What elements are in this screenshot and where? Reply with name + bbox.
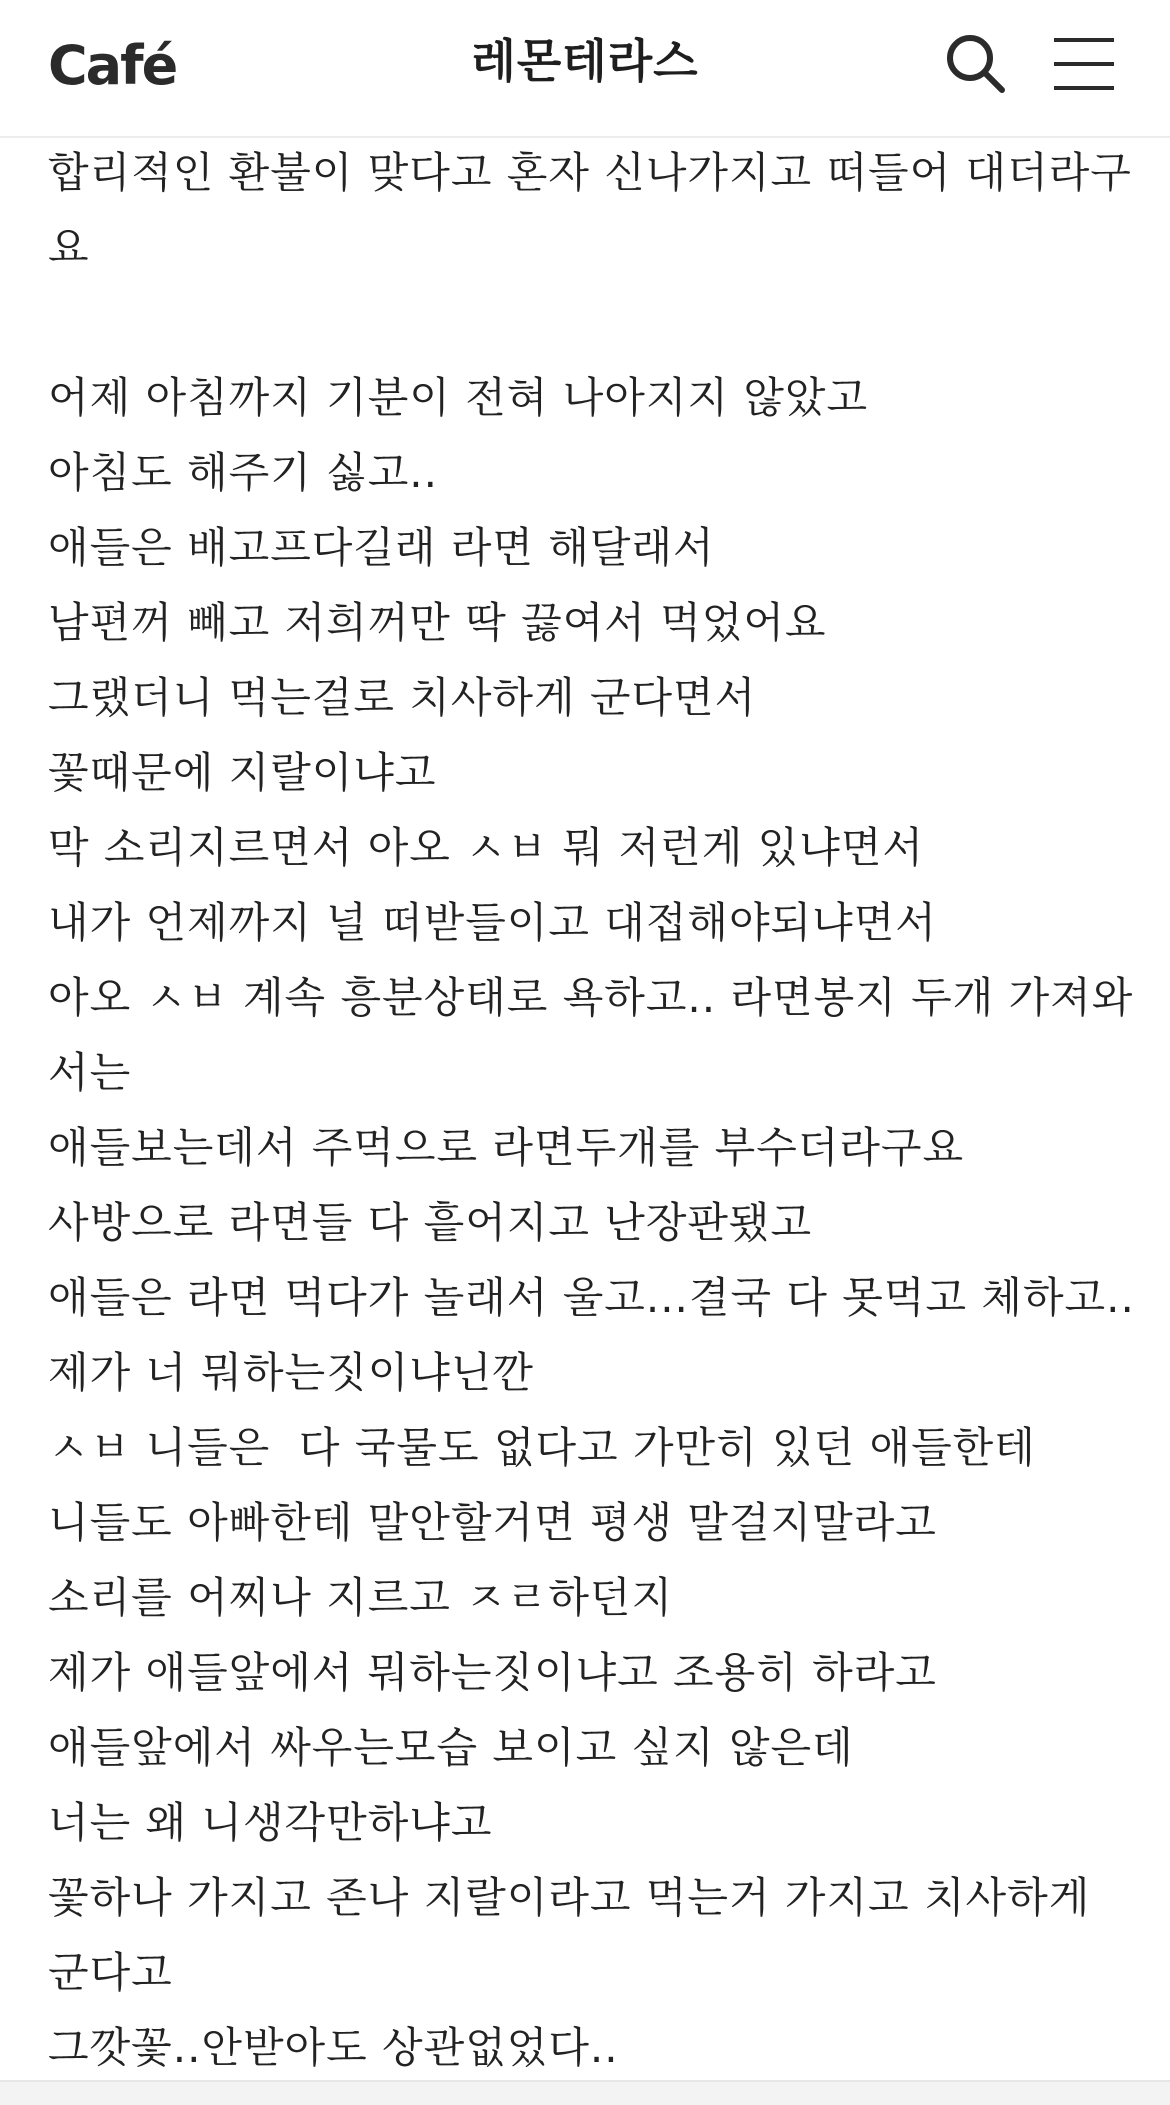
- body-line: 꽃하나 가지고 존나 지랄이라고 먹는거 가지고 치사하게: [48, 1873, 1091, 1922]
- body-line: 니들도 아빠한테 말안할거면 평생 말걸지말라고: [48, 1498, 937, 1547]
- body-line: 서는: [48, 1048, 132, 1097]
- body-line: 꽃때문에 지랄이냐고: [48, 748, 437, 797]
- hamburger-menu-icon: [1048, 28, 1120, 100]
- body-line: 제가 애들앞에서 뭐하는짓이냐고 조용히 하라고: [48, 1648, 937, 1697]
- body-line: 요: [48, 223, 90, 272]
- body-line: 애들은 라면 먹다가 놀래서 울고...결국 다 못먹고 체하고..: [48, 1273, 1135, 1322]
- search-button[interactable]: [940, 28, 1012, 100]
- body-line: 아오 ㅅㅂ 계속 흥분상태로 욕하고.. 라면봉지 두개 가져와: [48, 973, 1134, 1022]
- body-line: 애들은 배고프다길래 라면 해달래서: [48, 523, 715, 572]
- body-line: 합리적인 환불이 맞다고 혼자 신나가지고 떠들어 대더라구: [48, 148, 1132, 197]
- search-icon: [940, 28, 1012, 100]
- body-line: 남편꺼 빼고 저희꺼만 딱 끓여서 먹었어요: [48, 598, 827, 647]
- body-line: 애들보는데서 주먹으로 라면두개를 부수더라구요: [48, 1123, 965, 1172]
- article-body: [48, 135, 1135, 2085]
- body-line: 사방으로 라면들 다 흩어지고 난장판됐고: [48, 1198, 813, 1247]
- bottom-toolbar: [0, 2080, 1170, 2105]
- body-line: 막 소리지르면서 아오 ㅅㅂ 뭐 저런게 있냐면서: [48, 823, 924, 872]
- body-line: 그깟꽃..안받아도 상관없었다..: [48, 2023, 619, 2072]
- body-line: 너는 왜 니생각만하냐고: [48, 1798, 493, 1847]
- body-line: 그랬더니 먹는걸로 치사하게 군다면서: [48, 673, 757, 722]
- body-line: 소리를 어찌나 지르고 ㅈㄹ하던지: [48, 1573, 674, 1622]
- body-line: 제가 너 뭐하는짓이냐닌깐: [48, 1348, 534, 1397]
- body-line: 내가 언제까지 널 떠받들이고 대접해야되냐면서: [48, 898, 937, 947]
- body-line: 애들앞에서 싸우는모습 보이고 싶지 않은데: [48, 1723, 854, 1772]
- body-line: 어제 아침까지 기분이 전혀 나아지지 않았고: [48, 373, 869, 422]
- cafe-title[interactable]: 레몬테라스: [471, 34, 699, 88]
- app-header: [0, 0, 1170, 138]
- menu-button[interactable]: [1048, 28, 1120, 100]
- body-line-blank: [48, 285, 1128, 360]
- body-line: 군다고: [48, 1948, 173, 1997]
- body-line: ㅅㅂ 니들은 다 국물도 없다고 가만히 있던 애들한테: [48, 1423, 1036, 1472]
- body-line: 아침도 해주기 싫고..: [48, 448, 438, 497]
- logo-text: Café: [48, 33, 177, 97]
